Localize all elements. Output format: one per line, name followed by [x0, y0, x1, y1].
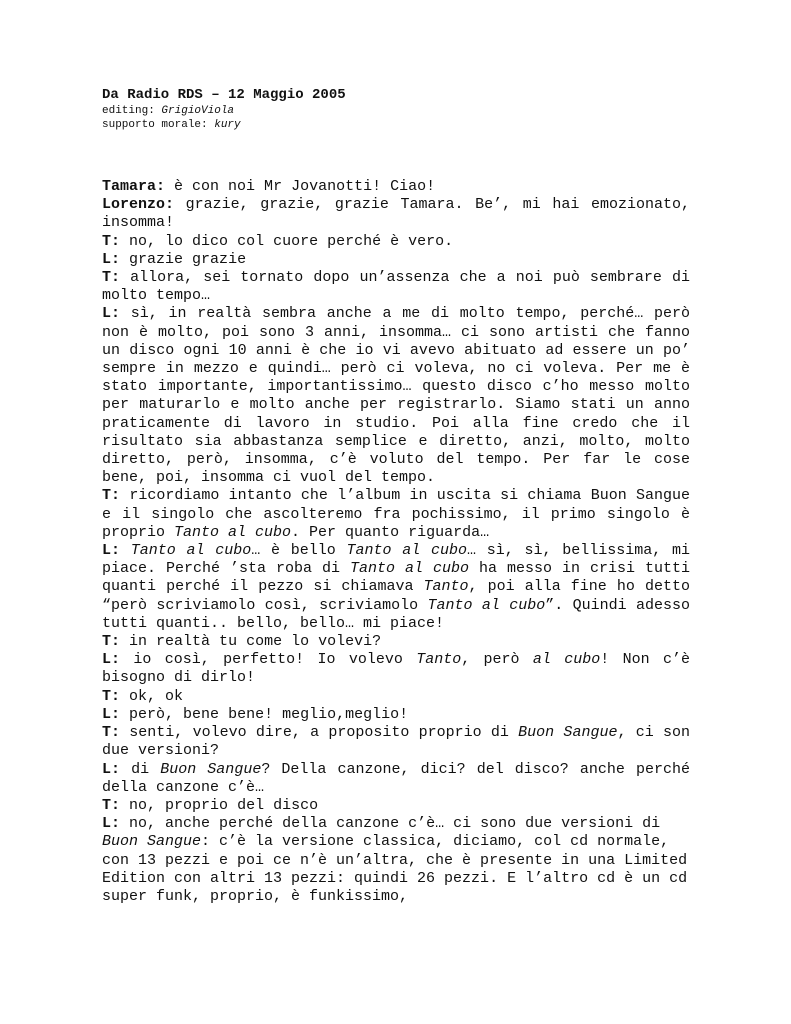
- speaker-name: T: [102, 724, 112, 742]
- speaker-separator: :: [111, 305, 121, 323]
- speech-text: . Per quanto riguarda…: [291, 523, 490, 541]
- speech-text: ricordiamo intanto che l’album in uscita si chiama Buon Sangue e il singolo che ascolteremo fra pochissimo, il primo singolo è proprio: [102, 487, 690, 541]
- italic-title-text: Tanto al cubo: [130, 542, 252, 560]
- transcript-line: [102, 196, 690, 232]
- document-page: [102, 86, 690, 906]
- transcript-line: [102, 633, 690, 651]
- speech-text: ? Della canzone, dici? del disco? anche perché della canzone c’è…: [102, 760, 690, 796]
- speech-text: però, bene bene! meglio,meglio!: [129, 705, 409, 723]
- transcript-line: [102, 305, 690, 487]
- speech-text: no, lo dico col cuore perché è vero.: [129, 232, 454, 250]
- speaker-name: L: [102, 760, 112, 778]
- speaker-name: T: [102, 796, 112, 814]
- speech-text: ! Non c’è bisogno di dirlo!: [102, 651, 691, 687]
- speaker-separator: :: [111, 250, 121, 268]
- speech-text: di: [131, 760, 161, 778]
- speaker-separator: :: [111, 815, 121, 833]
- speaker-name: L: [102, 250, 112, 268]
- support-label: supporto morale:: [102, 119, 215, 131]
- speech-text: … è bello: [251, 542, 347, 560]
- transcript-line: [102, 233, 690, 251]
- italic-title-text: Tanto: [416, 651, 462, 669]
- speech-text: , ci son due versioni?: [102, 724, 690, 760]
- italic-title-text: Buon Sangue: [518, 724, 618, 742]
- speaker-separator: :: [111, 760, 121, 778]
- italic-title-text: Buon Sangue: [160, 760, 262, 778]
- speaker-separator: :: [111, 269, 121, 287]
- speaker-separator: :: [165, 196, 175, 214]
- transcript-line: [102, 797, 690, 815]
- speaker-name: T: [102, 269, 112, 287]
- speech-text: ”. Quindi adesso tutti quanti.. bello, bello… mi piace!: [102, 596, 690, 632]
- speaker-separator: :: [111, 633, 121, 651]
- speaker-name: T: [102, 633, 112, 651]
- speaker-separator: :: [111, 487, 121, 505]
- italic-title-text: al cubo: [532, 651, 601, 669]
- speaker-name: L: [102, 542, 112, 560]
- speaker-separator: :: [156, 178, 166, 195]
- speaker-name: T: [102, 487, 112, 505]
- speech-text: no, anche perché della canzone c’è… ci sono due versioni di: [129, 815, 661, 833]
- speech-text: è con noi Mr Jovanotti! Ciao!: [174, 178, 436, 195]
- transcript-line: [102, 487, 690, 542]
- transcript-line: [102, 815, 690, 906]
- speaker-separator: :: [111, 687, 121, 705]
- speech-text: ha messo in crisi tutti quanti perché il pezzo si chiamava: [102, 560, 690, 596]
- italic-title-text: Tanto al cubo: [174, 523, 292, 541]
- transcript-line: [102, 761, 690, 797]
- speaker-name: Lorenzo: [102, 196, 166, 214]
- speaker-separator: :: [111, 724, 121, 742]
- speaker-separator: :: [111, 705, 121, 723]
- transcript-line: [102, 724, 690, 760]
- support-credit: [102, 118, 690, 132]
- transcript-line: [102, 688, 690, 706]
- transcript-line: [102, 542, 690, 633]
- speaker-separator: :: [111, 651, 121, 669]
- speaker-separator: :: [111, 796, 121, 814]
- speech-text: ok, ok: [129, 687, 184, 705]
- speaker-name: L: [102, 305, 112, 323]
- speech-text: … sì, sì, bellissima, mi piace. Perché ’sta roba di: [102, 542, 690, 578]
- speech-text: grazie, grazie, grazie Tamara. Be’, mi hai emozionato, insomma!: [102, 196, 690, 232]
- speech-text: grazie grazie: [129, 250, 247, 268]
- editing-value: GrigioViola: [161, 105, 235, 117]
- support-value: kury: [214, 119, 241, 131]
- speaker-separator: :: [111, 232, 121, 250]
- speaker-name: T: [102, 232, 112, 250]
- speaker-name: T: [102, 687, 112, 705]
- document-title: Da Radio RDS – 12 Maggio 2005: [102, 87, 346, 103]
- speech-text: , però: [461, 651, 533, 669]
- speaker-name: L: [102, 705, 112, 723]
- italic-title-text: Tanto al cubo: [346, 542, 468, 560]
- speaker-name: L: [102, 815, 112, 833]
- speech-text: no, proprio del disco: [129, 796, 319, 814]
- transcript-line: [102, 651, 690, 687]
- transcript-line: [102, 706, 690, 724]
- transcript-line: [102, 269, 690, 305]
- transcript-line: [102, 251, 690, 269]
- speaker-name: Tamara: [102, 178, 157, 195]
- speech-text: , poi alla fine ho detto “però scriviamolo così, scriviamolo: [102, 578, 690, 614]
- speech-text: io così, perfetto! Io volevo: [133, 651, 417, 669]
- speaker-separator: :: [111, 542, 121, 560]
- editing-label: editing:: [102, 105, 162, 117]
- speech-text: in realtà tu come lo volevi?: [129, 633, 382, 651]
- speech-text: sì, in realtà sembra anche a me di molto tempo, perché… però non è molto, poi sono 3 anni, insomma… ci sono artisti che fanno un disco ogni 10 anni è che io vi avevo abituato ad essere un po’ sempre in mezzo e quindi… però ci voleva, no ci voleva. Per me è stato importante, importantissimo… questo disco c’ho messo molto per maturarlo e molto anche per registrarlo. Siamo stati un anno praticamente di lavoro in studio. Poi alla fine credo che il risultato sia abbastanza semplice e diretto, anzi, molto, molto diretto, però, insomma, c’è voluto del tempo. Per far le cose bene, poi, insomma ci vuol del tempo.: [102, 305, 690, 487]
- italic-title-text: Tanto: [423, 578, 469, 596]
- italic-title-text: Buon Sangue: [102, 833, 202, 851]
- interview-transcript: [102, 178, 690, 906]
- editing-credit: [102, 104, 690, 118]
- transcript-line: [102, 178, 690, 196]
- speaker-name: L: [102, 651, 112, 669]
- speech-text: : c’è la versione classica, diciamo, col cd normale, con 13 pezzi e poi ce n’è un’altra, che è presente in una Limited Edition con altri 13 pezzi: quindi 26 pezzi. E l’altro cd è un cd super funk, proprio, è funkissimo,: [102, 833, 688, 905]
- italic-title-text: Tanto al cubo: [350, 560, 469, 578]
- italic-title-text: Tanto al cubo: [427, 596, 546, 614]
- speech-text: allora, sei tornato dopo un’assenza che a noi può sembrare di molto tempo…: [102, 269, 690, 305]
- speech-text: senti, volevo dire, a proposito proprio di: [129, 724, 519, 742]
